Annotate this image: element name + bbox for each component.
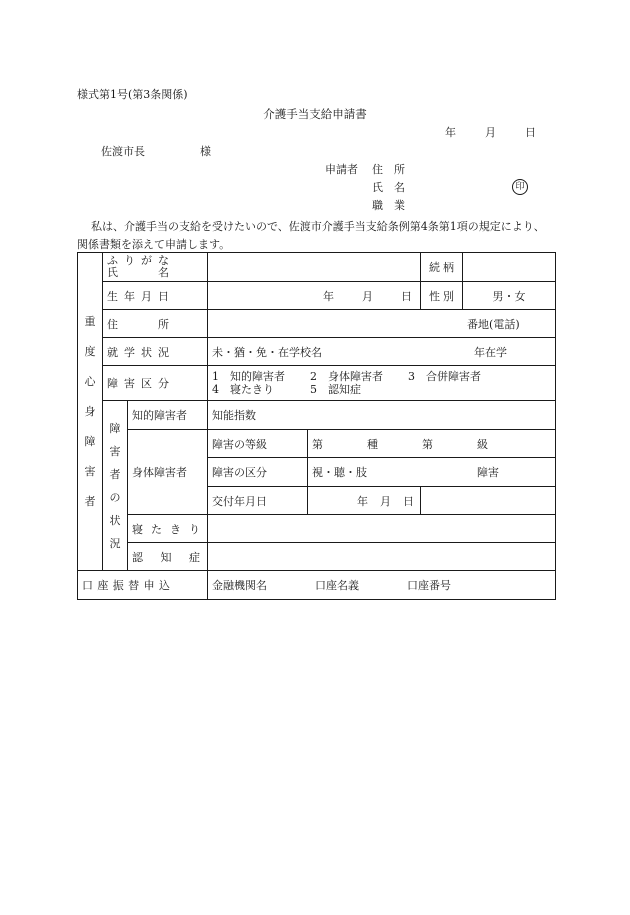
birth-label: 生 年 月 日 — [103, 282, 208, 310]
table-row — [78, 430, 556, 458]
school-label: 就 学 状 況 — [103, 338, 208, 366]
sex-label: 性 別 — [421, 282, 463, 310]
section-label-char: 障 — [84, 434, 96, 448]
division-label: 障害の区分 — [208, 458, 308, 487]
category-option[interactable]: 3 合併障害者 — [408, 370, 482, 383]
relation-label: 続 柄 — [421, 253, 463, 282]
category-option[interactable]: 4 寝たきり — [212, 383, 275, 396]
birth-day: 日 — [401, 289, 413, 303]
bank-label: 口 座 振 替 申 込 — [78, 571, 208, 600]
grade-shu: 種 — [367, 437, 379, 451]
page-title: 介護手当支給申請書 — [263, 107, 367, 121]
address-note: 番地(電話) — [467, 317, 520, 331]
school-grade: 年在学 — [474, 345, 508, 359]
address-label: 住 所 — [103, 310, 208, 338]
addressee-honorific: 様 — [200, 145, 211, 158]
issue-day: 日 — [403, 494, 415, 508]
grade-kyu: 級 — [477, 437, 489, 451]
name-label: 氏 名 — [107, 266, 169, 279]
physical-label: 身体障害者 — [128, 430, 208, 515]
address-field[interactable] — [208, 310, 556, 338]
section-label-char: 害 — [84, 464, 96, 478]
date-year: 年 — [445, 126, 456, 139]
issue-label: 交付年月日 — [208, 487, 308, 515]
birth-month: 月 — [362, 289, 374, 303]
name-label-cell — [103, 253, 208, 282]
bedridden-label: 寝 た き り — [128, 515, 208, 543]
status-label: 障 害 者 の 状 況 — [103, 401, 128, 571]
iq-label: 知能指数 — [212, 409, 257, 422]
issue-field[interactable] — [308, 487, 421, 515]
category-option[interactable]: 5 認知症 — [310, 383, 362, 396]
category-option[interactable]: 1 知的障害者 — [212, 370, 286, 383]
issue-year: 年 — [357, 494, 369, 508]
table-row — [78, 515, 556, 543]
bank-field[interactable] — [208, 571, 556, 600]
category-line-2 — [212, 383, 551, 396]
division-field[interactable] — [308, 458, 556, 487]
applicant-occupation-label: 職 業 — [372, 199, 405, 212]
grade-dai: 第 — [422, 437, 434, 451]
category-field — [208, 366, 556, 401]
section-label — [78, 253, 103, 571]
statement-text: 私は、介護手当の支給を受けたいので、佐渡市介護手当支給条例第4条第1項の規定により、関係書類を添えて申請します。 — [77, 220, 545, 251]
bedridden-field[interactable] — [208, 515, 556, 543]
relation-field[interactable] — [463, 253, 556, 282]
furigana-label: ふ り が な — [107, 254, 169, 267]
issue-extra-field[interactable] — [421, 487, 556, 515]
section-label-char: 身 — [84, 404, 96, 418]
table-row — [78, 571, 556, 600]
date-day: 日 — [525, 126, 536, 139]
sex-value[interactable]: 男・女 — [463, 282, 556, 310]
iq-field[interactable] — [208, 401, 556, 430]
table-row — [78, 282, 556, 310]
section-label-char: 度 — [84, 344, 96, 358]
issue-month: 月 — [380, 494, 392, 508]
table-row — [78, 366, 556, 401]
birth-field[interactable] — [208, 282, 421, 310]
division-suffix: 障害 — [477, 466, 500, 479]
grade-field[interactable] — [308, 430, 556, 458]
grade-label: 障害の等級 — [208, 430, 308, 458]
applicant-name-label: 氏 名 — [372, 181, 405, 194]
seal-mark: 印 — [512, 179, 528, 195]
division-value: 視・聴・肢 — [312, 466, 368, 479]
category-label: 障 害 区 分 — [103, 366, 208, 401]
bank-holder: 口座名義 — [315, 579, 360, 592]
form-number: 様式第1号(第3条関係) — [77, 88, 188, 101]
table-row — [78, 310, 556, 338]
school-field[interactable] — [208, 338, 556, 366]
date-line — [445, 124, 536, 140]
table-row — [78, 253, 556, 282]
section-label-char: 者 — [84, 494, 96, 508]
bank-number: 口座番号 — [407, 579, 452, 592]
category-line-1 — [212, 370, 551, 383]
table-row — [78, 401, 556, 430]
school-value: 未・猶・免・在学校名 — [212, 345, 323, 359]
birth-year: 年 — [323, 289, 335, 303]
name-field[interactable] — [208, 253, 421, 282]
applicant-address-label: 住 所 — [372, 163, 405, 176]
section-label-char: 心 — [84, 374, 96, 388]
date-month: 月 — [485, 126, 496, 139]
grade-dai: 第 — [312, 437, 324, 451]
addressee — [101, 143, 211, 159]
addressee-name: 佐渡市長 — [101, 145, 145, 158]
table-row — [78, 543, 556, 571]
dementia-label: 認 知 症 — [128, 543, 208, 571]
applicant-label: 申請者 — [325, 163, 358, 176]
dementia-field[interactable] — [208, 543, 556, 571]
category-option[interactable]: 2 身体障害者 — [310, 370, 384, 383]
bank-institution: 金融機関名 — [212, 579, 268, 592]
table-row — [78, 338, 556, 366]
application-table — [77, 252, 556, 600]
intellectual-label: 知的障害者 — [128, 401, 208, 430]
section-label-char: 重 — [84, 314, 96, 328]
